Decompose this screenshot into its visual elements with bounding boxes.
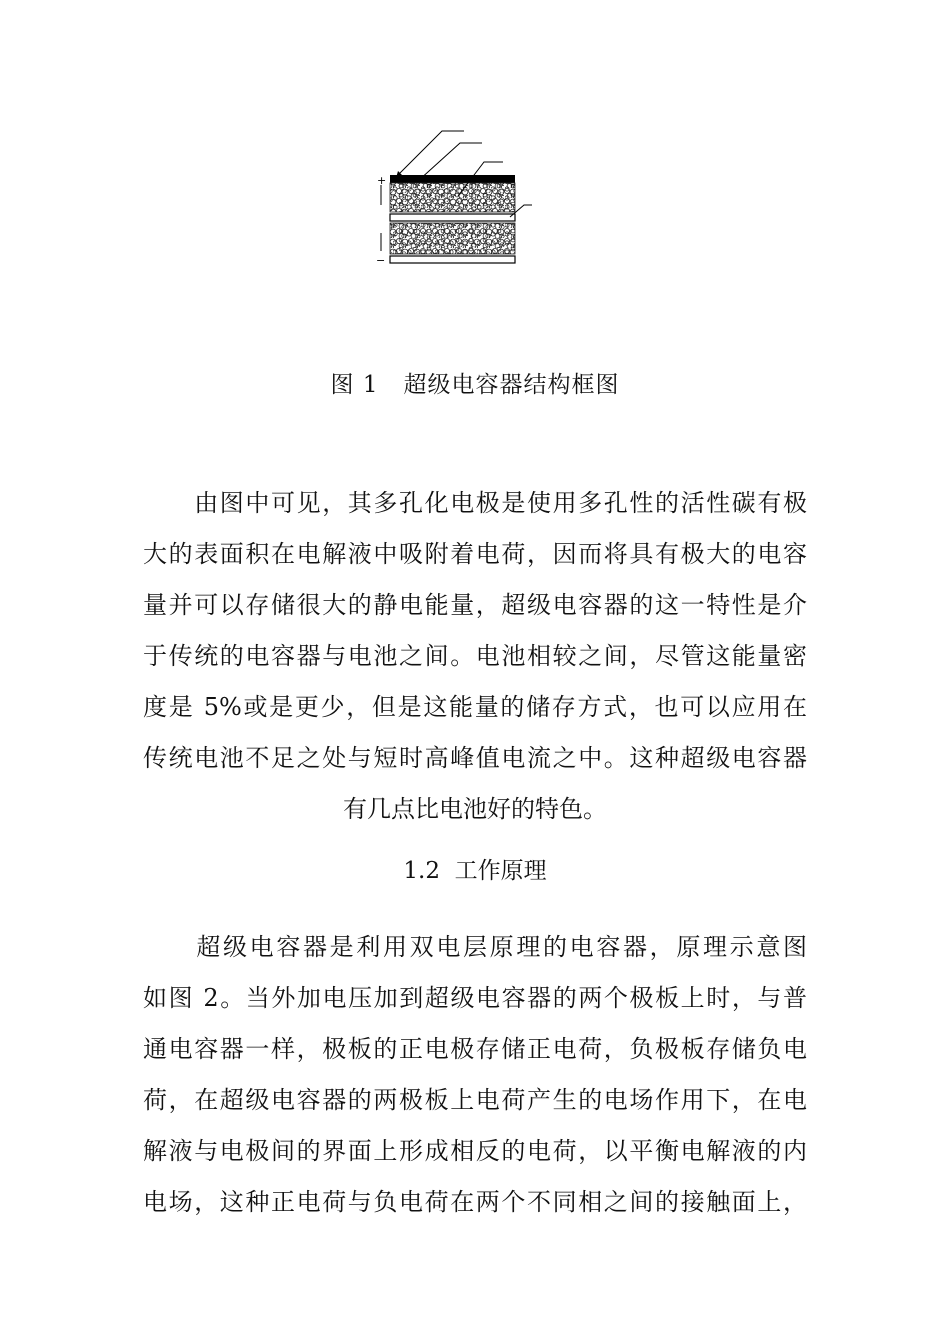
- paragraph-line: 传统电池不足之处与短时高峰值电流之中。这种超级电容器: [143, 744, 807, 772]
- figure-caption-label: 图 1: [330, 372, 379, 398]
- paragraph-line: 量并可以存储很大的静电能量，超级电容器的这一特性是介: [143, 591, 807, 619]
- paragraph-line: 如图 2。当外加电压加到超级电容器的两个极板上时，与普: [143, 984, 807, 1012]
- paragraph-line: 于传统的电容器与电池之间。电池相较之间，尽管这能量密: [143, 642, 807, 670]
- figure-caption-title: 超级电容器结构框图: [403, 372, 620, 398]
- paragraph-line: 荷，在超级电容器的两极板上电荷产生的电场作用下，在电: [143, 1086, 807, 1114]
- paragraph-line: 度是 5%或是更少，但是这能量的储存方式，也可以应用在: [143, 693, 807, 721]
- separator-plate: [390, 214, 515, 221]
- paragraph-1: [143, 478, 807, 835]
- paragraph-line: 有几点比电池好的特色。: [343, 795, 607, 823]
- minus-sign: −: [376, 254, 386, 267]
- paragraph-line: 电场，这种正电荷与负电荷在两个不同相之间的接触面上，: [143, 1188, 807, 1216]
- figure-caption: [0, 366, 950, 399]
- paragraph-line: 大的表面积在电解液中吸附着电荷，因而将具有极大的电容: [143, 540, 807, 568]
- plus-sign: +: [377, 174, 387, 187]
- top-collector-plate: [390, 175, 515, 183]
- paragraph-2: [143, 922, 807, 1228]
- paragraph-line: 通电容器一样，极板的正电极存储正电荷，负极板存储负电: [143, 1035, 807, 1063]
- section-heading: [0, 852, 950, 885]
- supercapacitor-diagram: [360, 118, 550, 273]
- section-title: 工作原理: [454, 858, 547, 884]
- paragraph-line: 解液与电极间的界面上形成相反的电荷，以平衡电解液的内: [143, 1137, 807, 1165]
- section-number: 1.2: [403, 858, 440, 884]
- supercapacitor-structure-figure: [360, 118, 550, 273]
- paragraph-line: 超级电容器是利用双电层原理的电容器，原理示意图: [143, 933, 807, 961]
- bottom-collector-plate: [390, 256, 515, 263]
- leader-line-1: [398, 131, 464, 175]
- paragraph-line: 由图中可见，其多孔化电极是使用多孔性的活性碳有极: [143, 489, 807, 517]
